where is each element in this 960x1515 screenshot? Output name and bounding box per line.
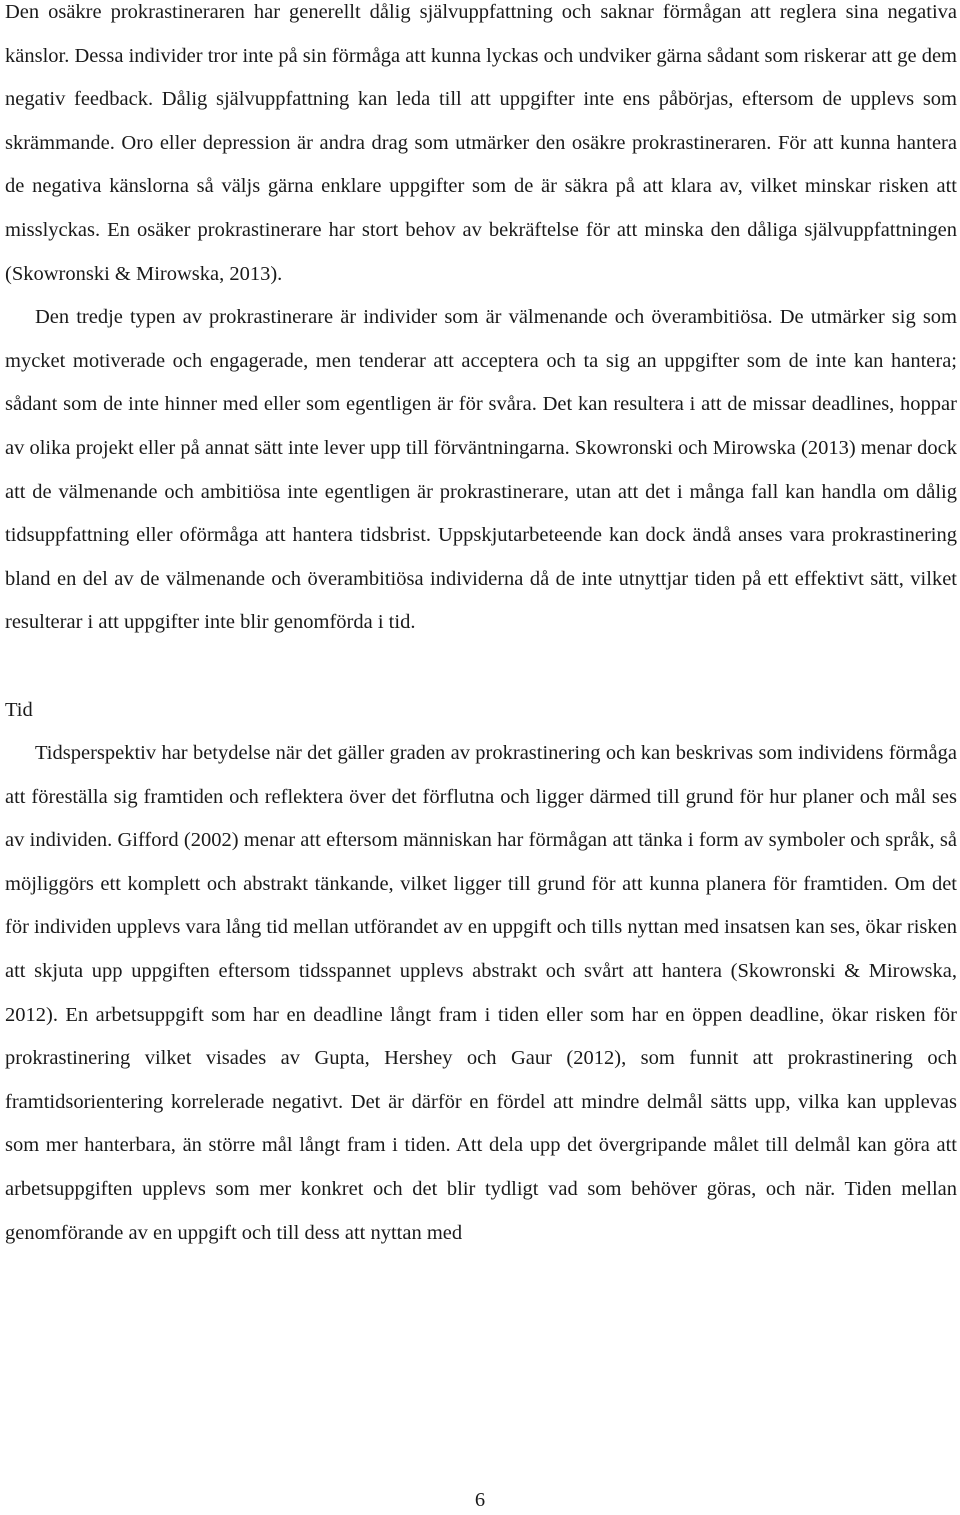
paragraph-spacer xyxy=(5,645,957,689)
section-heading-tid: Tid xyxy=(5,698,33,721)
paragraph-time-perspective: Tidsperspektiv har betydelse när det gäller graden av prokrastinering och kan beskrivas som individens förmåga att föreställa sig framtiden och reflektera över det förflutna och ligger därmed till grund för hur planer och mål ses av individen. Gifford (2002) menar att eftersom människan har förmågan att tänka i form av symboler och språk, så möjliggörs ett komplett och abstrakt tänkande, vilket ligger till grund för att kunna planera för framtiden. Om det för individen upplevs vara lång tid mellan utförandet av en uppgift och tills nyttan med insatsen kan ses, ökar risken att skjuta upp uppgiften eftersom tidsspannet upplevs abstrakt och svårt att hantera (Skowronski & Mirowska, 2012). En arbetsuppgift som har en deadline långt fram i tiden eller som har en öppen deadline, ökar risken för prokrastinering vilket visades av Gupta, Hershey och Gaur (2012), som funnit att prokrastinering och framtidsorientering korrelerade negativt. Det är därför en fördel att mindre delmål sätts upp, vilka kan upplevas som mer hanterbara, än större mål långt fram i tiden. Att dela upp det övergripande målet till delmål kan göra att arbetsuppgiften upplevs som mer konkret och det blir tydligt vad som behöver göras, och när. Tiden mellan genomförande av en uppgift och till dess att nyttan med xyxy=(5,742,957,1244)
page-number: 6 xyxy=(474,1489,486,1511)
paragraph-third-type: Den tredje typen av prokrastinerare är individer som är välmenande och överambitiösa. De utmärker sig som mycket motiverade och engagerade, men tenderar att acceptera och ta sig an uppgifter som de inte kan hantera; sådant som de inte hinner med eller som egentligen är för svåra. Det kan resultera i att de missar deadlines, hoppar av olika projekt eller på annat sätt inte lever upp till förväntningarna. Skowronski och Mirowska (2013) menar dock att de välmenande och ambitiösa inte egentligen är prokrastinerare, utan att det i många fall kan handla om dålig tidsuppfattning eller oförmåga att hantera tidsbrist. Uppskjutarbeteende kan dock ändå anses vara prokrastinering bland en del av de välmenande och överambitiösa individerna då de inte utnyttjar tiden på ett effektivt sätt, vilket resulterar i att uppgifter inte blir genomförda i tid. xyxy=(5,306,957,634)
document-page xyxy=(5,0,957,1255)
paragraph-insecure-procrastinator: Den osäkre prokrastineraren har generellt dålig självuppfattning och saknar förmågan att reglera sina negativa känslor. Dessa individer tror inte på sin förmåga att kunna lyckas och undviker gärna sådant som riskerar att ge dem negativ feedback. Dålig självuppfattning kan leda till att uppgifter inte ens påbörjas, eftersom de upplevs som skrämmande. Oro eller depression är andra drag som utmärker den osäkre prokrastineraren. För att kunna hantera de negativa känslorna så väljs gärna enklare uppgifter som de är säkra på att klara av, vilket minskar risken att misslyckas. En osäker prokrastinerare har stort behov av bekräftelse för att minska den dåliga självuppfattningen (Skowronski & Mirowska, 2013). xyxy=(5,1,957,285)
